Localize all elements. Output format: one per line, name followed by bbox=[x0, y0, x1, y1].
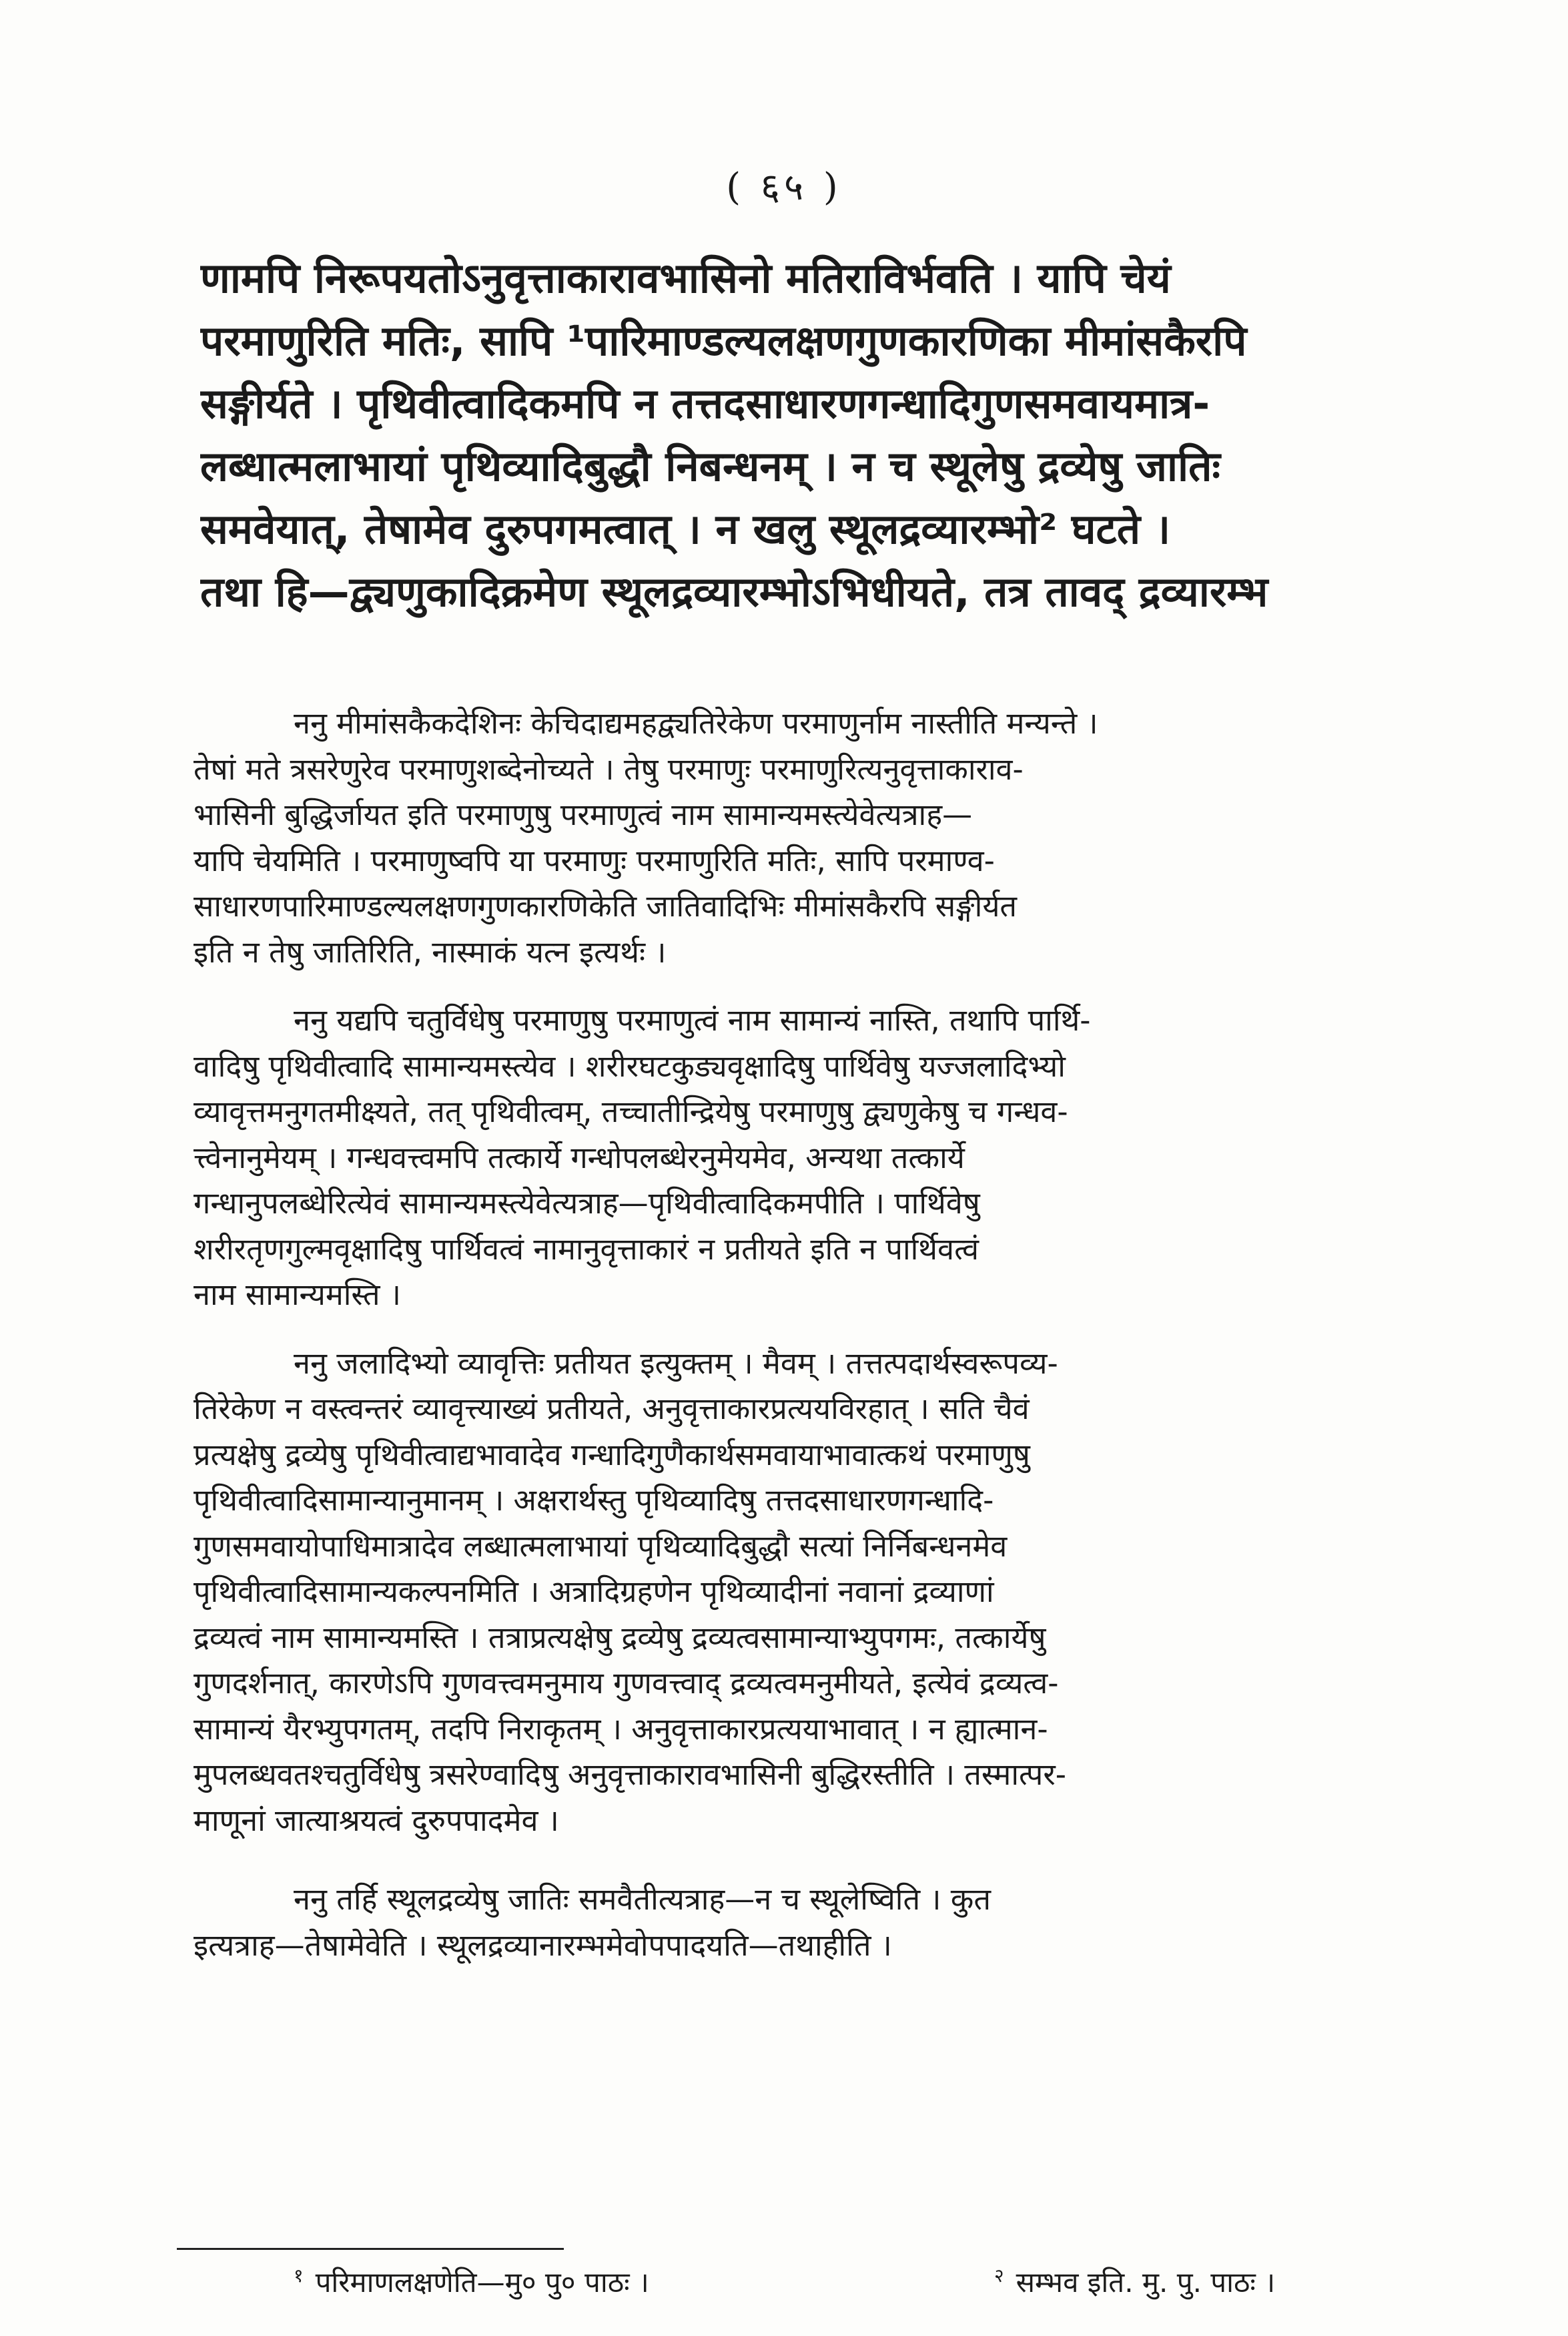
footnote-mark: १ bbox=[294, 2265, 304, 2287]
commentary-line: माणूनां जात्याश्रयत्वं दुरुपपादमेव । bbox=[193, 1802, 559, 1838]
commentary-line: इत्यत्राह—तेषामेवेति । स्थूलद्रव्यानारम्भमेवोपपादयति—तथाहीति । bbox=[193, 1927, 892, 1963]
commentary-paragraph bbox=[193, 1341, 1421, 1844]
commentary-line: प्रत्यक्षेषु द्रव्येषु पृथिवीत्वाद्यभावादेव गन्धादिगुणैकार्थसमवायाभावात्कथं परमाणुषु bbox=[193, 1436, 1030, 1472]
commentary-block bbox=[193, 701, 1421, 1991]
commentary-paragraph bbox=[193, 1877, 1421, 1968]
commentary-line: इति न तेषु जातिरिति, नास्माकं यत्न इत्यर्थः । bbox=[193, 934, 667, 970]
commentary-line: द्रव्यत्वं नाम सामान्यमस्ति । तत्राप्रत्यक्षेषु द्रव्येषु द्रव्यत्वसामान्याभ्युपगमः, तत्कार्येषु bbox=[193, 1619, 1046, 1655]
root-text-line: णामपि निरूपयतोऽनुवृत्ताकारावभासिनो मतिराविर्भवति । यापि चेयं bbox=[200, 254, 1171, 302]
page-number: ( ६५ ) bbox=[726, 166, 842, 209]
footnote-text: सम्भव इति. मु. पु. पाठः । bbox=[1016, 2266, 1276, 2299]
commentary-line: पृथिवीत्वादिसामान्यकल्पनमिति । अत्रादिग्रहणेन पृथिव्यादीनां नवानां द्रव्याणां bbox=[193, 1574, 994, 1609]
root-text-line: सङ्गीर्यते । पृथिवीत्वादिकमपि न तत्तदसाधारणगन्धादिगुणसमवायमात्र- bbox=[200, 379, 1210, 428]
commentary-line: तेषां मते त्रसरेणुरेव परमाणुशब्देनोच्यते । तेषु परमाणुः परमाणुरित्यनुवृत्ताकाराव- bbox=[193, 751, 1024, 787]
commentary-paragraph bbox=[193, 998, 1421, 1318]
footnote-item bbox=[294, 2263, 649, 2301]
root-text-block bbox=[200, 247, 1421, 623]
commentary-line: गन्धानुपलब्धेरित्येवं सामान्यमस्त्येवेत्यत्राह—पृथिवीत्वादिकमपीति । पार्थिवेषु bbox=[193, 1185, 980, 1221]
commentary-line: शरीरतृणगुल्मवृक्षादिषु पार्थिवत्वं नामानुवृत्ताकारं न प्रतीयते इति न पार्थिवत्वं bbox=[193, 1231, 979, 1267]
commentary-line: वादिषु पृथिवीत्वादि सामान्यमस्त्येव । शरीरघटकुड्यवृक्षादिषु पार्थिवेषु यज्जलादिभ्यो bbox=[193, 1048, 1066, 1084]
commentary-line: ननु यद्यपि चतुर्विधेषु परमाणुषु परमाणुत्वं नाम सामान्यं नास्ति, तथापि पार्थि- bbox=[294, 1002, 1091, 1038]
commentary-line: नाम सामान्यमस्ति । bbox=[193, 1277, 401, 1312]
root-text-line: परमाणुरिति मतिः, सापि ¹पारिमाण्डल्यलक्षणगुणकारणिका मीमांसकैरपि bbox=[200, 316, 1247, 365]
commentary-line: ननु तर्हि स्थूलद्रव्येषु जातिः समवैतीत्यत्राह—न च स्थूलेष्विति । कुत bbox=[294, 1881, 991, 1917]
commentary-line: व्यावृत्तमनुगतमीक्ष्यते, तत् पृथिवीत्वम्, तच्चातीन्द्रियेषु परमाणुषु द्व्यणुकेषु च गन्धव- bbox=[193, 1094, 1068, 1129]
commentary-line: गुणसमवायोपाधिमात्रादेव लब्धात्मलाभायां पृथिव्यादिबुद्धौ सत्यां निर्निबन्धनमेव bbox=[193, 1528, 1008, 1564]
commentary-line: सामान्यं यैरभ्युपगतम्, तदपि निराकृतम् । अनुवृत्ताकारप्रत्ययाभावात् । न ह्यात्मान- bbox=[193, 1711, 1048, 1747]
footnote-item bbox=[994, 2263, 1275, 2301]
commentary-line: पृथिवीत्वादिसामान्यानुमानम् । अक्षरार्थस्तु पृथिव्यादिषु तत्तदसाधारणगन्धादि- bbox=[193, 1482, 994, 1518]
commentary-line: साधारणपारिमाण्डल्यलक्षणगुणकारणिकेति जातिवादिभिः मीमांसकैरपि सङ्गीर्यत bbox=[193, 888, 1018, 924]
commentary-line: मुपलब्धवतश्चतुर्विधेषु त्रसरेण्वादिषु अनुवृत्ताकारावभासिनी बुद्धिरस्तीति । तस्मात्पर- bbox=[193, 1757, 1066, 1792]
commentary-paragraph bbox=[193, 701, 1421, 975]
root-text-line: समवेयात्, तेषामेव दुरुपगमत्वात् । न खलु स्थूलद्रव्यारम्भो² घटते । bbox=[200, 505, 1171, 553]
root-text-line: तथा हि—द्व्यणुकादिक्रमेण स्थूलद्रव्यारम्भोऽभिधीयते, तत्र तावद् द्रव्यारम्भ bbox=[200, 567, 1268, 616]
commentary-line: तिरेकेण न वस्त्वन्तरं व्यावृत्त्याख्यं प्रतीयते, अनुवृत्ताकारप्रत्ययविरहात् । सति चैवं bbox=[193, 1391, 1030, 1426]
footnote-divider bbox=[177, 2248, 564, 2250]
commentary-line: यापि चेयमिति । परमाणुष्वपि या परमाणुः परमाणुरिति मतिः, सापि परमाण्व- bbox=[193, 842, 995, 878]
root-text-line: लब्धात्मलाभायां पृथिव्यादिबुद्धौ निबन्धनम् । न च स्थूलेषु द्रव्येषु जातिः bbox=[200, 442, 1220, 491]
commentary-line: गुणदर्शनात्, कारणेऽपि गुणवत्त्वमनुमाय गुणवत्त्वाद् द्रव्यत्वमनुमीयते, इत्येवं द्रव्यत्व- bbox=[193, 1665, 1059, 1701]
commentary-line: भासिनी बुद्धिर्जायत इति परमाणुषु परमाणुत्वं नाम सामान्यमस्त्येवेत्यत्राह— bbox=[193, 797, 973, 832]
commentary-line: ननु जलादिभ्यो व्यावृत्तिः प्रतीयत इत्युक्तम् । मैवम् । तत्तत्पदार्थस्वरूपव्य- bbox=[294, 1345, 1058, 1381]
commentary-line: त्त्वेनानुमेयम् । गन्धवत्त्वमपि तत्कार्ये गन्धोपलब्धेरनुमेयमेव, अन्यथा तत्कार्ये bbox=[193, 1139, 965, 1175]
commentary-line: ननु मीमांसकैकदेशिनः केचिदाद्यमहद्व्यतिरेकेण परमाणुर्नाम नास्तीति मन्यन्ते । bbox=[294, 705, 1098, 741]
footnote-text: परिमाणलक्षणेति—मु० पु० पाठः । bbox=[315, 2266, 649, 2299]
footnote-mark: २ bbox=[994, 2265, 1004, 2287]
